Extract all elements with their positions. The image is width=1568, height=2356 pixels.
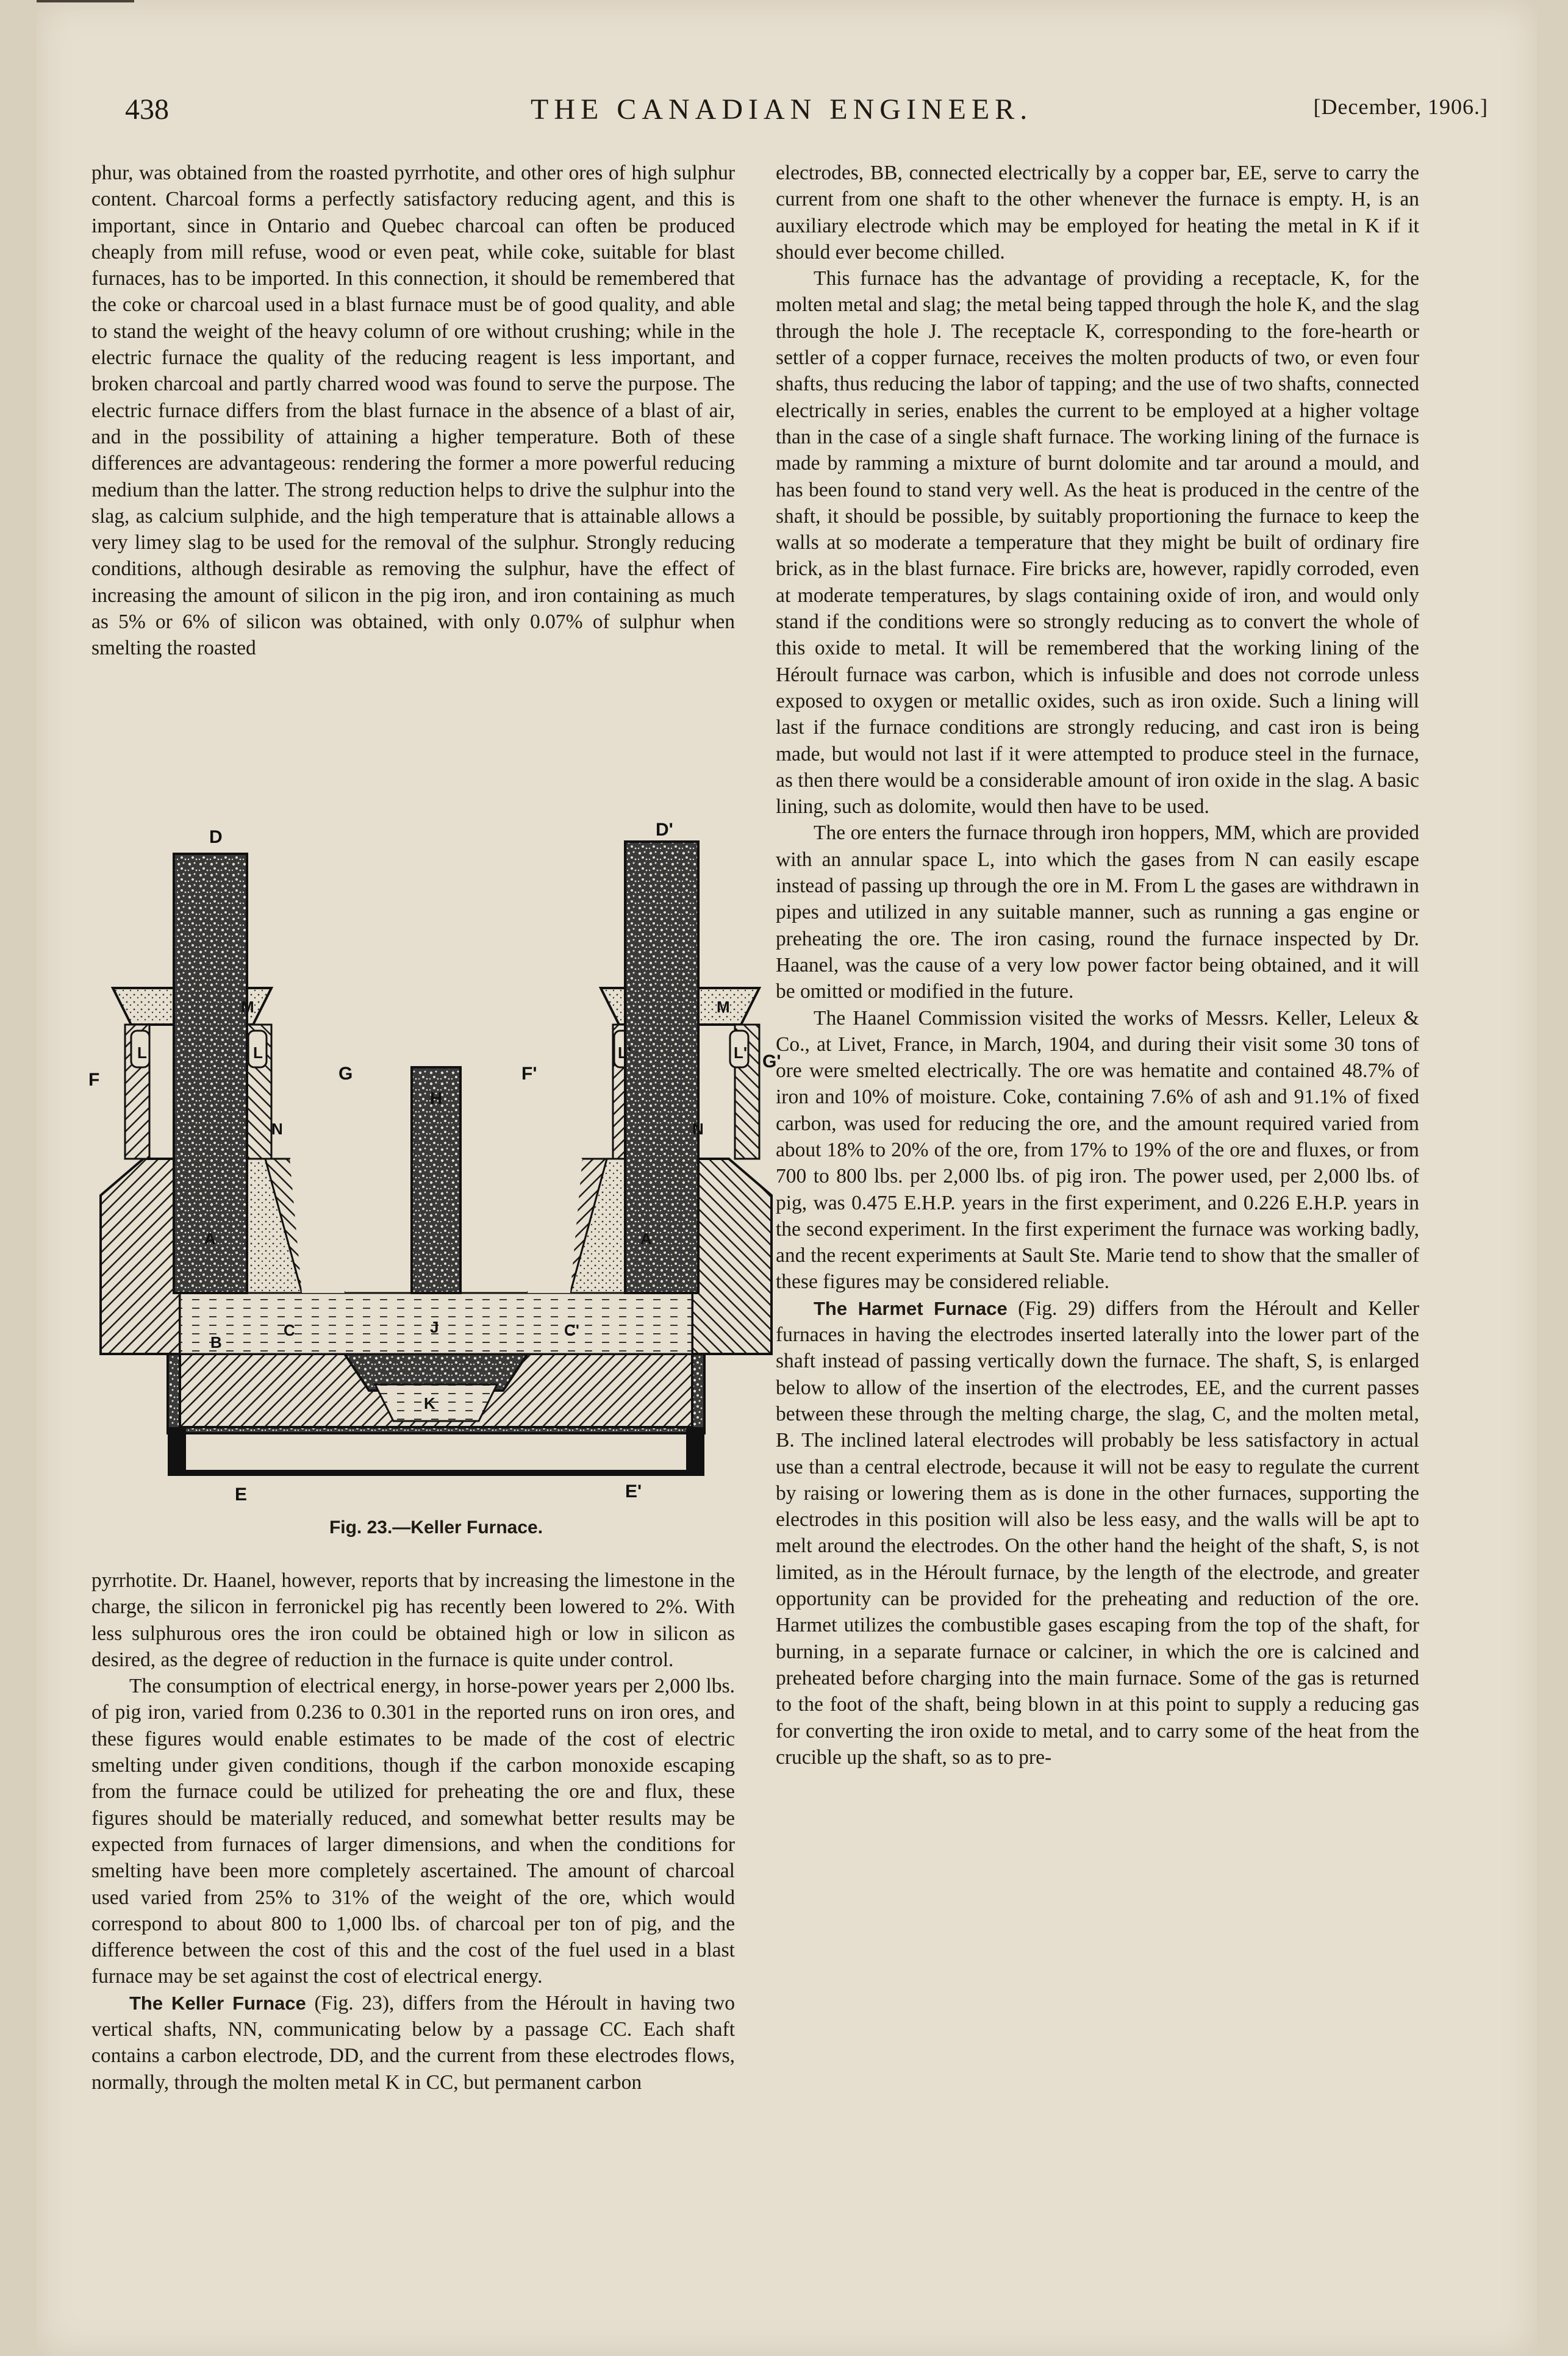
electrode-d	[174, 854, 247, 1293]
svg-text:L: L	[253, 1044, 263, 1062]
keller-furnace-figure	[88, 817, 784, 1549]
svg-text:D': D'	[656, 820, 673, 840]
paragraph-harmet	[776, 1295, 1419, 1771]
svg-text:C': C'	[564, 1321, 579, 1339]
svg-text:F': F'	[521, 1064, 537, 1084]
electrode-b	[168, 1427, 186, 1476]
figure-caption: Fig. 23.—Keller Furnace.	[329, 1517, 543, 1538]
svg-text:A: A	[204, 1230, 216, 1248]
svg-text:F: F	[88, 1070, 100, 1090]
svg-text:G': G'	[762, 1051, 781, 1072]
keller-text: (Fig. 23), differs from the Héroult in having two vertical shafts, NN, communicating below by a passage CC. Each shaft contains a carbon electrode, DD, and the current from these electrodes flows, normally, through the molten metal K in CC, but permanent carbon	[91, 1991, 736, 2094]
svg-text:D: D	[209, 827, 223, 847]
journal-page	[37, 0, 1537, 2356]
svg-text:L': L'	[618, 1044, 632, 1062]
top-rule	[37, 0, 134, 2]
svg-text:B: B	[210, 1333, 222, 1352]
svg-text:M: M	[717, 998, 730, 1016]
svg-text:N: N	[271, 1120, 283, 1138]
issue-date: [December, 1906.]	[1313, 95, 1488, 119]
journal-title: THE CANADIAN ENGINEER.	[531, 93, 1033, 126]
left-wall	[101, 1159, 180, 1354]
svg-text:E: E	[235, 1484, 248, 1505]
left-column-bottom	[91, 1567, 735, 2096]
page-number: 438	[125, 93, 169, 126]
svg-text:M: M	[241, 998, 254, 1016]
paragraph: phur, was obtained from the roasted pyrrhotite, and other ores of high sulphur content. Charcoal forms a perfectly satisfactory reducing agent, and this is important, since in Ontario and Quebec charcoal can often be produced cheaply from mill refuse, wood or even peat, while coke, suitable for blast furnaces, has to be imported. In this connection, it should be remembered that the coke or charcoal used in a blast furnace must be of good quality, and able to stand the weight of the heavy column of ore without crushing; while in the electric furnace the quality of the reducing reagent is less important, and broken charcoal and partly charred wood was found to serve the purpose. The electric furnace differs from the blast furnace in the absence of a blast of air, and in the possibility of attaining a higher temperature. Both of these differences are advantageous: rendering the former a more powerful reducing medium than the latter. The strong reduction helps to drive the sulphur into the slag, as calcium sulphide, and the high temperature that is attainable allows a very limey slag to be used for the removal of the sulphur. Strongly reducing conditions, although desirable as removing the sulphur, have the effect of increasing the amount of silicon in the pig iron, and iron containing as much as 5% or 6% of silicon was obtained, with only 0.07% of sulphur when smelting the roasted	[91, 162, 735, 660]
right-column	[776, 160, 1419, 1771]
paragraph: The consumption of electrical energy, in horse-power years per 2,000 lbs. of pig iron, varied from 0.236 to 0.301 in the reported runs on iron ores, and these figures would enable estimates to be made of the cost of electric smelting under given conditions, though if the carbon monoxide escaping from the furnace could be utilized for preheating the ore and flux, these figures should be materially reduced, and somewhat better results may be expected from furnaces of larger dimensions, and when the conditions for smelting have been more completely ascertained. The amount of charcoal used varied from 25% to 31% of the weight of the ore, which would correspond to about 800 to 1,000 lbs. of charcoal per ton of pig, and the difference between the cost of this and the cost of the fuel used in a blast furnace may be set against the cost of electrical energy.	[91, 1675, 735, 1988]
paragraph: This furnace has the advantage of providing a receptacle, K, for the molten metal and slag; the metal being tapped through the hole K, and the slag through the hole J. The receptacle K, corresponding to the fore-hearth or settler of a copper furnace, receives the molten products of two, or even four shafts, thus reducing the labor of tapping; and the use of two shafts, connected electrically in series, enables the current to be employed at a higher voltage than in the case of a single shaft furnace. The working lining of the furnace is made by ramming a mixture of burnt dolomite and tar around a mould, and has been found to stand very well. As the heat is produced in the centre of the shaft, it should be possible, by suitably proportioning the furnace to keep the walls at so moderate a temperature that they might be built of ordinary fire brick, as in the blast furnace. Fire bricks are, however, rapidly corroded, even at moderate temperatures, by slags containing oxide of iron, and would only stand if the conditions were so strongly reducing as to convert the whole of this oxide to metal. It will be remembered that the working lining of the Héroult furnace was carbon, which is infusible and does not corrode unless exposed to oxygen or metallic oxides, such as iron oxide. Such a lining will last if the furnace conditions are strongly reducing, and cast iron is being made, but would not last if it were attempted to produce steel in the furnace, as then there would be a considerable amount of iron oxide in the slag. A basic lining, such as dolomite, would then have to be used.	[776, 267, 1419, 818]
electrode-b-prime	[686, 1427, 704, 1476]
svg-text:H: H	[430, 1089, 443, 1108]
svg-text:L': L'	[734, 1044, 748, 1062]
receptacle-k	[375, 1384, 497, 1421]
keller-furnace-diagram	[88, 817, 784, 1513]
svg-text:C: C	[284, 1321, 295, 1339]
svg-text:L: L	[137, 1044, 147, 1062]
paragraph: The ore enters the furnace through iron hoppers, MM, which are provided with an annular space L, into which the gases from N can easily escape instead of passing up through the ore in M. From L the gases are withdrawn in pipes and utilized in any suitable manner, such as running a gas engine or preheating the ore. The iron casing, round the furnace inspected by Dr. Haanel, was the cause of a very low power factor being obtained, and it will be omitted or modified in the future.	[776, 822, 1419, 1003]
electrode-d-prime	[625, 842, 698, 1293]
svg-text:A: A	[640, 1230, 652, 1248]
harmet-heading: The Harmet Furnace	[814, 1297, 1008, 1319]
left-column-top	[91, 160, 735, 662]
paragraph-keller	[91, 1990, 735, 2096]
svg-text:G: G	[338, 1064, 353, 1084]
right-wall	[692, 1159, 771, 1354]
keller-heading: The Keller Furnace	[129, 1992, 306, 2014]
paragraph: The Haanel Commission visited the works of Messrs. Keller, Leleux & Co., at Livet, France, in March, 1904, and during their visit some 30 tons of ore were smelted electrically. The ore was hematite and contained 48.7% of iron and 10% of moisture. Coke, containing 7.6% of ash and 91.1% of fixed carbon, was used for reducing the ore, and the amount required varied from about 18% to 20% of the ore, from 17% to 19% of the ore and fluxes, or from 700 to 800 lbs. per 2,000 lbs. of pig iron. The power used, per 2,000 lbs. of pig, was 0.475 E.H.P. years in the first experiment, and 0.226 E.H.P. years in the second experiment. In the first experiment the furnace was working badly, and the recent experiments at Sault Ste. Marie tend to show that the smaller of these figures may be considered reliable.	[776, 1006, 1419, 1294]
paragraph: pyrrhotite. Dr. Haanel, however, reports that by increasing the limestone in the charge, the silicon in ferronickel pig has recently been lowered to 2%. With less sulphurous ores the iron could be obtained high or low in silicon as desired, as the degree of reduction in the furnace is quite under control.	[91, 1569, 735, 1671]
paragraph: electrodes, BB, connected electrically by a copper bar, EE, serve to carry the current from one shaft to the other whenever the furnace is empty. H, is an auxiliary electrode which may be employed for heating the metal in K if it should ever become chilled.	[776, 162, 1419, 263]
harmet-text: (Fig. 29) differs from the Héroult and Keller furnaces in having the electrodes inserted laterally into the lower part of the shaft instead of passing vertically down the furnace. The shaft, S, is enlarged below to allow of the insertion of the electrodes, EE, and the current passes between these through the melting charge, the slag, C, and the molten metal, B. The inclined lateral electrodes will probably be less satisfactory in actual use than a central electrode, because it will not be easy to regulate the current by raising or lowering them as is done in the other furnaces, supporting the electrodes in this position will also be less easy, and the walls will be apt to melt around the electrodes. On the other hand the height of the shaft, S, is not limited, as in the Héroult furnace, by the length of the electrode, and greater opportunity can be provided for the preheating and reduction of the ore. Harmet utilizes the combustible gases escaping from the top of the shaft, for burning, in a separate furnace or calciner, in which the ore is calcined and preheated before charging into the main furnace. Some of the gas is returned to the foot of the shaft, being blown in at this point to supply a reducing gas for converting the iron oxide to metal, and to carry some of the heat from the crucible up the shaft, so as to pre-	[776, 1297, 1419, 1769]
svg-text:J: J	[430, 1318, 439, 1336]
running-header	[125, 93, 1488, 129]
copper-bar-ee	[168, 1470, 704, 1476]
svg-text:K: K	[424, 1394, 435, 1413]
svg-text:N: N	[692, 1120, 704, 1138]
svg-text:E': E'	[625, 1481, 642, 1502]
